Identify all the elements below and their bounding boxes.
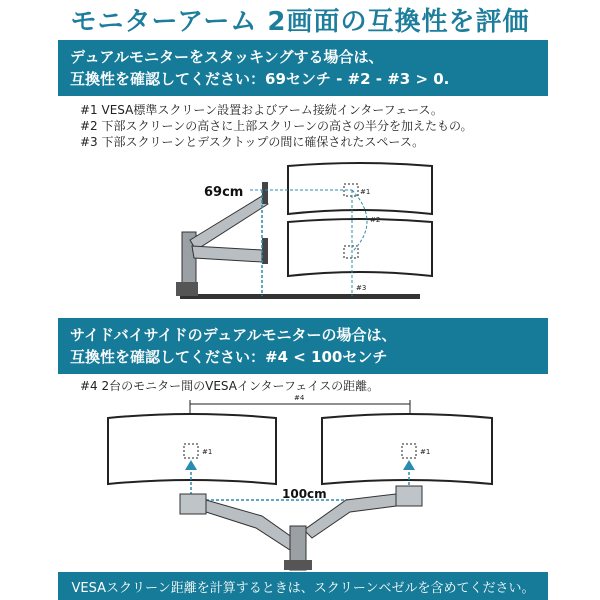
- mark-2: #2: [370, 216, 381, 224]
- note-1: #1 VESA標準スクリーン設置およびアーム接続インターフェース。: [80, 103, 443, 117]
- note-2: #2 下部スクリーンの高さに上部スクリーンの高さの半分を加えたもの。: [80, 119, 473, 133]
- note-3: #3 下部スクリーンとデスクトップの間に確保されたスペース。: [80, 135, 425, 149]
- height-label: 69cm: [204, 185, 244, 200]
- side-banner-line1: サイドバイサイドのデュアルモニターの場合は、: [70, 326, 397, 344]
- left-monitor: [108, 414, 276, 484]
- left-bracket: [180, 494, 206, 514]
- footer-note: VESAスクリーン距離を計算するときは、スクリーンベゼルを含めてください。: [58, 572, 548, 600]
- stacking-banner-line1: デュアルモニターをスタッキングする場合は、: [70, 48, 384, 66]
- mark-1-left: #1: [202, 448, 213, 456]
- width-label: 100cm: [282, 487, 327, 501]
- center-base: [284, 560, 312, 570]
- mark-1-upper: #1: [360, 188, 371, 196]
- right-bracket: [396, 486, 422, 506]
- page-title: モニターアーム 2画面の互換性を評価: [70, 6, 530, 37]
- mark-1-right: #1: [420, 448, 431, 456]
- left-arm: [206, 500, 296, 550]
- note-4: #4 2台のモニター間のVESAインターフェイスの距離。: [80, 379, 380, 393]
- mark-3: #3: [356, 284, 367, 292]
- stacking-banner-line2: 互換性を確認してください：69センチ - #2 - #3 > 0.: [70, 70, 450, 88]
- side-banner-line2: 互換性を確認してください：#4 < 100センチ: [70, 348, 388, 366]
- mark-4: #4: [294, 394, 305, 402]
- right-monitor: [322, 414, 492, 484]
